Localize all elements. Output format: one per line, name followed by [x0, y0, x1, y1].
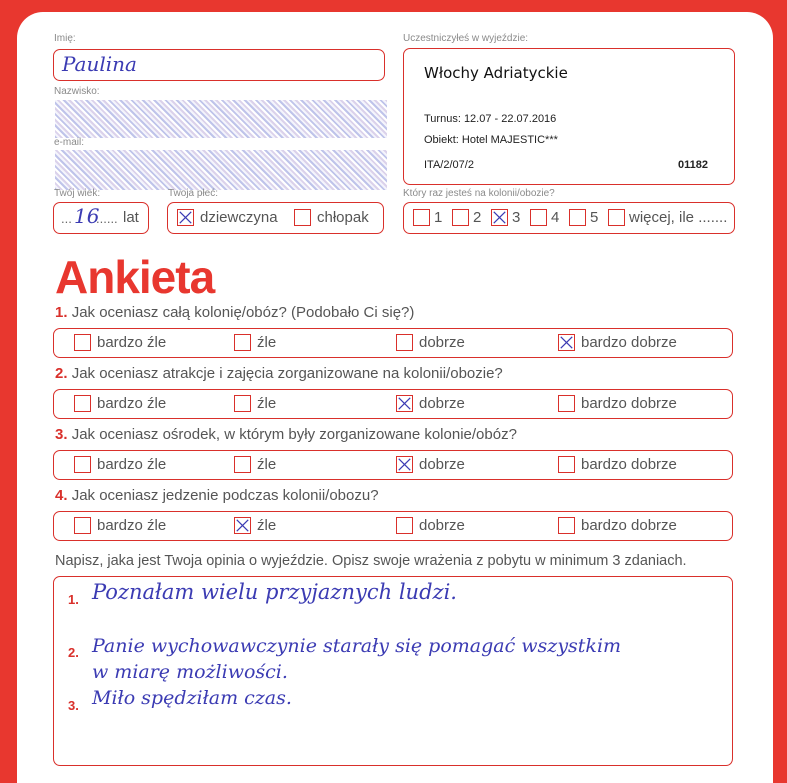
cross-mark-icon — [559, 335, 574, 350]
trip-name: Włochy Adriatyckie — [424, 64, 568, 82]
cross-mark-icon — [235, 518, 250, 533]
times-checkbox-more[interactable] — [608, 209, 625, 226]
nazwisko-redacted — [55, 100, 387, 138]
plec-field — [167, 202, 384, 234]
question-3-checkbox-1[interactable] — [74, 456, 91, 473]
times-option-more: więcej, ile ....... — [629, 209, 728, 226]
question-2-option-4: bardzo dobrze — [581, 395, 677, 412]
question-label: Jak oceniasz atrakcje i zajęcia zorganizowane na kolonii/obozie? — [71, 365, 503, 382]
times-option-2: 2 — [473, 209, 482, 226]
trip-code: ITA/2/07/2 — [424, 159, 474, 171]
question-2-option-3: dobrze — [419, 395, 465, 412]
question-3-option-1: bardzo źle — [97, 456, 167, 473]
plec-checkbox-dziewczyna[interactable] — [177, 209, 194, 226]
cross-mark-icon — [492, 210, 507, 225]
times-checkbox-3[interactable] — [491, 209, 508, 226]
question-1-checkbox-1[interactable] — [74, 334, 91, 351]
question-2-option-1: bardzo źle — [97, 395, 167, 412]
cross-mark-icon — [397, 457, 412, 472]
page-title: Ankieta — [55, 251, 215, 303]
email-redacted — [55, 150, 387, 190]
opinion-line-2b: w miarę możliwości. — [92, 661, 288, 683]
question-4-text — [55, 487, 379, 504]
question-3-checkbox-2[interactable] — [234, 456, 251, 473]
question-1-text — [55, 304, 414, 321]
times-checkbox-1[interactable] — [413, 209, 430, 226]
question-2-text — [55, 365, 503, 382]
question-1-checkbox-2[interactable] — [234, 334, 251, 351]
wiek-dots-before: ... — [61, 211, 72, 226]
question-3-option-4: bardzo dobrze — [581, 456, 677, 473]
times-checkbox-4[interactable] — [530, 209, 547, 226]
imie-field[interactable] — [53, 49, 385, 81]
opinion-number-3: 3. — [68, 698, 79, 713]
question-4-option-1: bardzo źle — [97, 517, 167, 534]
trip-label: Uczestniczyłeś w wyjeździe: — [403, 33, 529, 44]
question-4-option-3: dobrze — [419, 517, 465, 534]
plec-option-chlopak: chłopak — [317, 209, 369, 226]
question-2-checkbox-3[interactable] — [396, 395, 413, 412]
question-number: 4. — [55, 487, 68, 504]
imie-value: Paulina — [62, 52, 137, 76]
question-4-checkbox-2[interactable] — [234, 517, 251, 534]
wiek-unit: lat — [123, 209, 139, 226]
wiek-dots-after: ...... — [96, 211, 118, 226]
question-number: 3. — [55, 426, 68, 443]
times-checkbox-5[interactable] — [569, 209, 586, 226]
question-2-checkbox-1[interactable] — [74, 395, 91, 412]
opinion-prompt: Napisz, jaka jest Twoja opinia o wyjeździe. Opisz swoje wrażenia z pobytu w minimum 3 zdaniach. — [55, 553, 687, 569]
question-2-checkbox-2[interactable] — [234, 395, 251, 412]
wiek-label: Twój wiek: — [54, 188, 101, 199]
question-number: 1. — [55, 304, 68, 321]
question-4-checkbox-1[interactable] — [74, 517, 91, 534]
question-2-checkbox-4[interactable] — [558, 395, 575, 412]
question-1-option-4: bardzo dobrze — [581, 334, 677, 351]
email-label: e-mail: — [54, 137, 85, 148]
opinion-field[interactable] — [53, 576, 733, 766]
question-label: Jak oceniasz całą kolonię/obóz? (Podobało Ci się?) — [71, 304, 415, 321]
question-number: 2. — [55, 365, 68, 382]
question-4-option-2: źle — [257, 517, 277, 534]
times-field — [403, 202, 735, 234]
question-3-option-2: źle — [257, 456, 277, 473]
wiek-value: 16 — [74, 204, 100, 228]
question-4-checkbox-3[interactable] — [396, 517, 413, 534]
imie-label: Imię: — [54, 33, 76, 44]
question-4-answers — [53, 511, 733, 541]
opinion-line-2: Panie wychowawczynie starały się pomagać wszystkim — [92, 635, 622, 657]
question-4-option-4: bardzo dobrze — [581, 517, 677, 534]
question-3-option-3: dobrze — [419, 456, 465, 473]
opinion-number-2: 2. — [68, 645, 79, 660]
trip-number: 01182 — [678, 159, 708, 171]
question-1-answers — [53, 328, 733, 358]
plec-label: Twoja płeć: — [168, 188, 219, 199]
trip-turnus: Turnus: 12.07 - 22.07.2016 — [424, 113, 557, 125]
question-1-option-2: źle — [257, 334, 277, 351]
plec-option-dziewczyna: dziewczyna — [200, 209, 278, 226]
nazwisko-label: Nazwisko: — [54, 86, 100, 97]
times-option-5: 5 — [590, 209, 599, 226]
question-label: Jak oceniasz ośrodek, w którym były zorganizowane kolonie/obóz? — [71, 426, 517, 443]
question-1-option-3: dobrze — [419, 334, 465, 351]
question-1-checkbox-4[interactable] — [558, 334, 575, 351]
question-3-text — [55, 426, 517, 443]
survey-sheet — [17, 12, 773, 783]
question-2-answers — [53, 389, 733, 419]
trip-box — [403, 48, 735, 185]
cross-mark-icon — [178, 210, 193, 225]
times-checkbox-2[interactable] — [452, 209, 469, 226]
question-4-checkbox-4[interactable] — [558, 517, 575, 534]
question-1-option-1: bardzo źle — [97, 334, 167, 351]
times-option-3: 3 — [512, 209, 521, 226]
question-3-checkbox-4[interactable] — [558, 456, 575, 473]
question-2-option-2: źle — [257, 395, 277, 412]
question-3-checkbox-3[interactable] — [396, 456, 413, 473]
times-option-4: 4 — [551, 209, 560, 226]
times-label: Który raz jesteś na kolonii/obozie? — [403, 188, 555, 199]
times-option-1: 1 — [434, 209, 443, 226]
wiek-field[interactable] — [53, 202, 149, 234]
cross-mark-icon — [397, 396, 412, 411]
question-1-checkbox-3[interactable] — [396, 334, 413, 351]
question-3-answers — [53, 450, 733, 480]
plec-checkbox-chlopak[interactable] — [294, 209, 311, 226]
opinion-line-3: Miło spędziłam czas. — [92, 687, 292, 709]
opinion-line-1: Poznałam wielu przyjaznych ludzi. — [92, 580, 457, 604]
opinion-number-1: 1. — [68, 592, 79, 607]
trip-obiekt: Obiekt: Hotel MAJESTIC*** — [424, 134, 558, 146]
question-label: Jak oceniasz jedzenie podczas kolonii/obozu? — [71, 487, 379, 504]
